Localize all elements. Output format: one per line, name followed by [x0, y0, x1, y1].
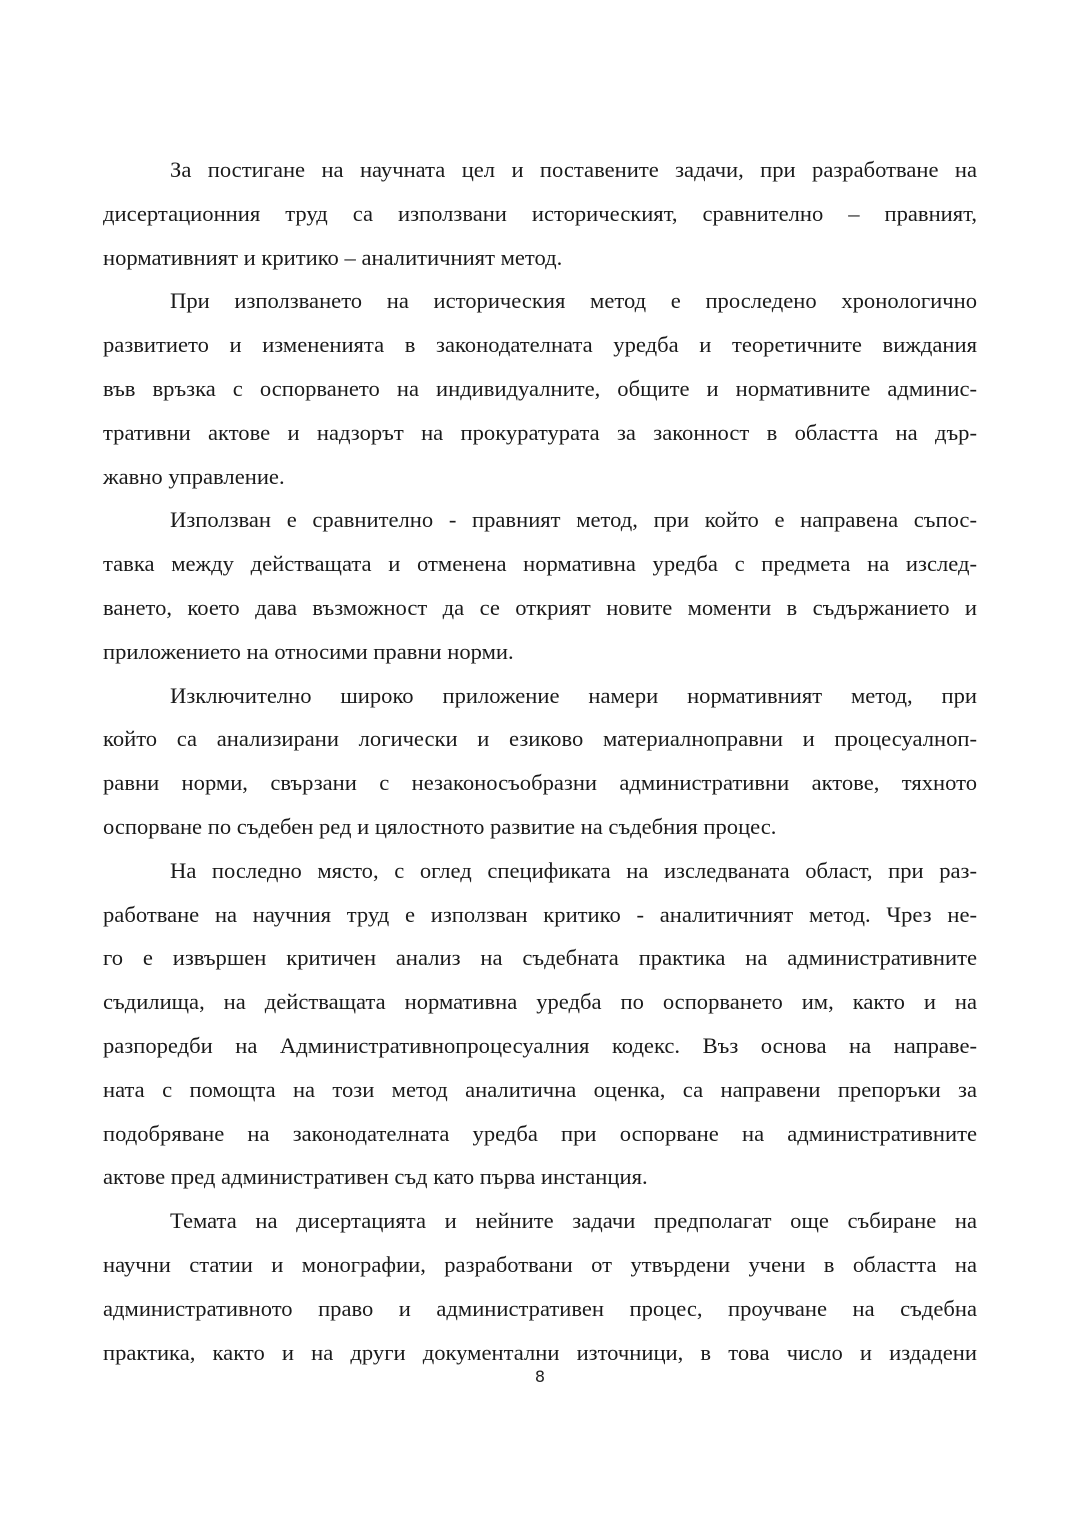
- page-body: [103, 148, 977, 1374]
- text-line: тративни актове и надзорът на прокуратурата за законност в областта на дър-: [103, 419, 977, 445]
- text-line: го е извършен критичен анализ на съдебната практика на административните: [103, 945, 977, 971]
- text-line: оспорване по съдебен ред и цялостното развитие на съдебния процес.: [103, 813, 777, 839]
- paragraph: [103, 498, 977, 673]
- text-line: актове пред административен съд като първа инстанция.: [103, 1164, 648, 1190]
- paragraph: [103, 674, 977, 849]
- text-line: който са анализирани логически и езиково материалноправни и процесуалноп-: [103, 726, 977, 752]
- text-line: дисертационния труд са използвани историческият, сравнително – правният,: [103, 200, 977, 226]
- text-line: развитието и измененията в законодателната уредба и теоретичните виждания: [103, 332, 977, 358]
- text-line: работване на научния труд е използван критико - аналитичният метод. Чрез не-: [103, 901, 977, 927]
- text-line: нормативният и критико – аналитичният метод.: [103, 244, 563, 270]
- paragraph: [103, 148, 977, 279]
- text-line: тавка между действащата и отменена нормативна уредба с предмета на изслед-: [103, 551, 977, 577]
- text-line: съдилища, на действащата нормативна уредба по оспорването им, както и на: [103, 989, 977, 1015]
- text-line: подобряване на законодателната уредба при оспорване на административните: [103, 1120, 977, 1146]
- paragraph: [103, 279, 977, 498]
- text-line: Темата на дисертацията и нейните задачи предполагат още събиране на: [170, 1208, 977, 1234]
- text-line: приложението на относими правни норми.: [103, 638, 514, 664]
- text-line: във връзка с оспорването на индивидуалните, общите и нормативните админис-: [103, 375, 977, 401]
- text-line: При използването на историческия метод е проследено хронологично: [170, 288, 977, 314]
- text-line: научни статии и монографии, разработвани от утвърдени учени в областта на: [103, 1251, 977, 1277]
- text-line: За постигане на научната цел и поставените задачи, при разработване на: [170, 157, 977, 182]
- text-line: практика, както и на други документални източници, в това число и издадени: [103, 1339, 977, 1365]
- text-line: Използван е сравнително - правният метод, при който е направена съпос-: [170, 507, 977, 533]
- text-line: ването, което дава възможност да се открият новите моменти в съдържанието и: [103, 594, 977, 620]
- paragraph: [103, 1199, 977, 1374]
- paragraph: [103, 849, 977, 1199]
- text-line: ната с помощта на този метод аналитична оценка, са направени препоръки за: [103, 1076, 977, 1102]
- text-line: равни норми, свързани с незаконосъобразни административни актове, тяхното: [103, 770, 977, 796]
- text-line: Изключително широко приложение намери нормативният метод, при: [170, 682, 977, 708]
- text-line: административното право и административен процес, проучване на съдебна: [103, 1295, 977, 1321]
- page-number: 8: [534, 1367, 546, 1386]
- text-line: На последно място, с оглед спецификата на изследваната област, при раз-: [170, 857, 977, 883]
- text-line: жавно управление.: [103, 463, 285, 489]
- text-line: разпоредби на Административнопроцесуалния кодекс. Въз основа на направе-: [103, 1032, 977, 1058]
